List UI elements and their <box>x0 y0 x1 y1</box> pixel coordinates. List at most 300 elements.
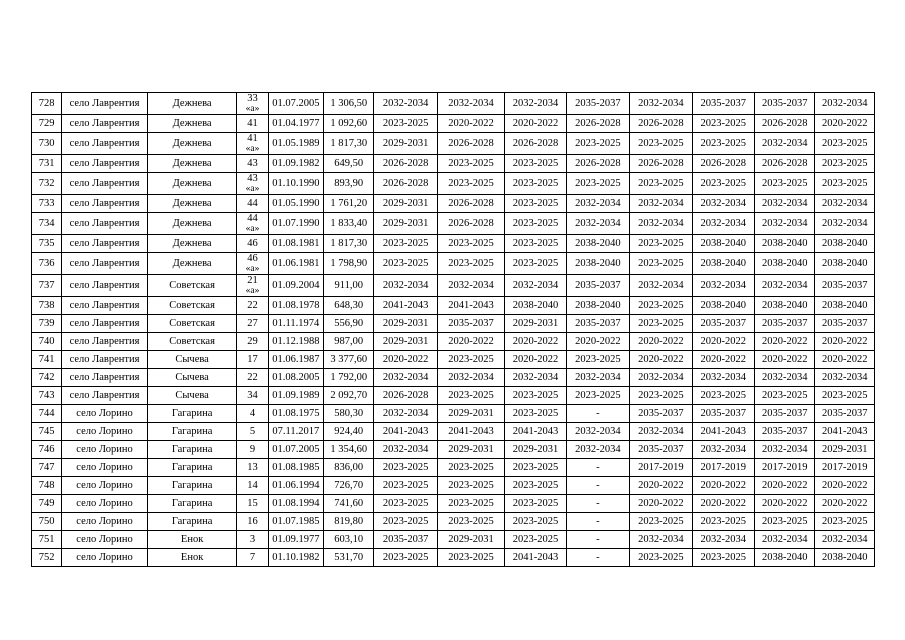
planned-period-cell: 2035-2037 <box>755 423 815 441</box>
settlement-cell: село Лаврентия <box>62 133 148 155</box>
planned-period-cell: - <box>566 405 629 423</box>
table-row <box>32 275 875 297</box>
planned-period-cell: 2023-2025 <box>755 387 815 405</box>
planned-period-cell: 2020-2022 <box>692 477 754 495</box>
planned-period-cell: 2023-2025 <box>692 133 754 155</box>
table-row <box>32 133 875 155</box>
street-cell: Советская <box>147 297 237 315</box>
planned-period-cell: 2020-2022 <box>505 115 566 133</box>
area-cell: 911,00 <box>324 275 374 297</box>
settlement-cell: село Лорино <box>62 531 148 549</box>
area-cell: 987,00 <box>324 333 374 351</box>
planned-period-cell: 2041-2043 <box>505 549 566 567</box>
planned-period-cell: 2038-2040 <box>692 235 754 253</box>
street-cell: Сычева <box>147 387 237 405</box>
planned-period-cell: - <box>566 459 629 477</box>
row-number: 750 <box>32 513 62 531</box>
house-number: 17 <box>247 353 258 365</box>
commission-date-cell: 01.05.1989 <box>268 133 323 155</box>
row-number: 731 <box>32 155 62 173</box>
settlement-cell: село Лаврентия <box>62 275 148 297</box>
house-cell <box>237 297 268 315</box>
planned-period-cell: 2032-2034 <box>630 195 692 213</box>
planned-period-cell: 2023-2025 <box>437 173 504 195</box>
area-cell: 836,00 <box>324 459 374 477</box>
house-cell <box>237 235 268 253</box>
planned-period-cell: 2035-2037 <box>437 315 504 333</box>
row-number: 730 <box>32 133 62 155</box>
planned-period-cell: 2017-2019 <box>630 459 692 477</box>
settlement-cell: село Лаврентия <box>62 315 148 333</box>
planned-period-cell: 2020-2022 <box>505 333 566 351</box>
street-cell: Дежнева <box>147 133 237 155</box>
planned-period-cell: 2038-2040 <box>692 297 754 315</box>
planned-period-cell: 2023-2025 <box>815 173 875 195</box>
row-number: 736 <box>32 253 62 275</box>
planned-period-cell: 2035-2037 <box>566 315 629 333</box>
house-number: 44 <box>247 212 258 224</box>
planned-period-cell: 2026-2028 <box>505 133 566 155</box>
planned-period-cell: 2023-2025 <box>630 133 692 155</box>
planned-period-cell: 2032-2034 <box>755 195 815 213</box>
row-number: 741 <box>32 351 62 369</box>
planned-period-cell: 2032-2034 <box>755 275 815 297</box>
area-cell: 1 354,60 <box>324 441 374 459</box>
planned-period-cell: 2020-2022 <box>566 333 629 351</box>
house-letter: «а» <box>245 263 260 274</box>
planned-period-cell: 2020-2022 <box>692 333 754 351</box>
repair-schedule-table <box>31 92 875 567</box>
house-number: 3 <box>249 533 256 545</box>
planned-period-cell: - <box>566 513 629 531</box>
house-cell <box>237 93 268 115</box>
area-cell: 1 833,40 <box>324 213 374 235</box>
planned-period-cell: 2020-2022 <box>374 351 437 369</box>
house-cell <box>237 387 268 405</box>
planned-period-cell: 2023-2025 <box>692 387 754 405</box>
planned-period-cell: 2020-2022 <box>815 333 875 351</box>
planned-period-cell: 2023-2025 <box>374 477 437 495</box>
row-number: 752 <box>32 549 62 567</box>
house-cell <box>237 513 268 531</box>
planned-period-cell: 2038-2040 <box>566 253 629 275</box>
planned-period-cell: 2035-2037 <box>566 93 629 115</box>
planned-period-cell: 2032-2034 <box>505 275 566 297</box>
planned-period-cell: 2023-2025 <box>437 549 504 567</box>
planned-period-cell: 2032-2034 <box>692 195 754 213</box>
planned-period-cell: 2032-2034 <box>374 93 437 115</box>
house-number: 41 <box>247 132 258 144</box>
planned-period-cell: 2032-2034 <box>755 531 815 549</box>
commission-date-cell: 01.06.1981 <box>268 253 323 275</box>
planned-period-cell: 2032-2034 <box>755 441 815 459</box>
settlement-cell: село Лаврентия <box>62 333 148 351</box>
planned-period-cell: 2023-2025 <box>505 195 566 213</box>
planned-period-cell: 2026-2028 <box>374 155 437 173</box>
planned-period-cell: 2026-2028 <box>437 213 504 235</box>
area-cell: 531,70 <box>324 549 374 567</box>
planned-period-cell: 2023-2025 <box>505 459 566 477</box>
settlement-cell: село Лаврентия <box>62 195 148 213</box>
settlement-cell: село Лаврентия <box>62 115 148 133</box>
planned-period-cell: 2032-2034 <box>692 275 754 297</box>
planned-period-cell: 2035-2037 <box>566 275 629 297</box>
planned-period-cell: 2032-2034 <box>505 93 566 115</box>
planned-period-cell: 2029-2031 <box>374 333 437 351</box>
house-letter: «а» <box>245 223 260 234</box>
planned-period-cell: 2038-2040 <box>815 297 875 315</box>
house-cell <box>237 531 268 549</box>
area-cell: 741,60 <box>324 495 374 513</box>
street-cell: Гагарина <box>147 477 237 495</box>
planned-period-cell: 2032-2034 <box>755 369 815 387</box>
house-number: 22 <box>247 371 258 383</box>
planned-period-cell: 2023-2025 <box>815 133 875 155</box>
house-number: 5 <box>249 425 256 437</box>
planned-period-cell: 2023-2025 <box>505 173 566 195</box>
planned-period-cell: 2020-2022 <box>755 477 815 495</box>
street-cell: Дежнева <box>147 173 237 195</box>
planned-period-cell: 2032-2034 <box>815 213 875 235</box>
house-number: 15 <box>247 497 258 509</box>
house-number: 7 <box>249 551 256 563</box>
planned-period-cell: 2023-2025 <box>815 513 875 531</box>
settlement-cell: село Лаврентия <box>62 93 148 115</box>
planned-period-cell: 2032-2034 <box>692 441 754 459</box>
house-number: 16 <box>247 515 258 527</box>
table-row <box>32 195 875 213</box>
commission-date-cell: 01.09.1989 <box>268 387 323 405</box>
house-cell <box>237 405 268 423</box>
table-row <box>32 213 875 235</box>
area-cell: 603,10 <box>324 531 374 549</box>
street-cell: Сычева <box>147 369 237 387</box>
commission-date-cell: 01.06.1987 <box>268 351 323 369</box>
planned-period-cell: 2023-2025 <box>630 297 692 315</box>
house-cell <box>237 369 268 387</box>
settlement-cell: село Лорино <box>62 495 148 513</box>
table-row <box>32 351 875 369</box>
settlement-cell: село Лорино <box>62 405 148 423</box>
row-number: 732 <box>32 173 62 195</box>
commission-date-cell: 01.07.2005 <box>268 93 323 115</box>
planned-period-cell: 2032-2034 <box>692 369 754 387</box>
planned-period-cell: 2032-2034 <box>630 369 692 387</box>
house-cell <box>237 459 268 477</box>
row-number: 746 <box>32 441 62 459</box>
planned-period-cell: 2023-2025 <box>692 549 754 567</box>
row-number: 745 <box>32 423 62 441</box>
planned-period-cell: 2023-2025 <box>566 351 629 369</box>
planned-period-cell: - <box>566 495 629 513</box>
commission-date-cell: 01.08.2005 <box>268 369 323 387</box>
planned-period-cell: 2023-2025 <box>692 513 754 531</box>
planned-period-cell: 2035-2037 <box>755 315 815 333</box>
planned-period-cell: 2023-2025 <box>755 173 815 195</box>
planned-period-cell: - <box>566 477 629 495</box>
planned-period-cell: 2038-2040 <box>505 297 566 315</box>
house-cell <box>237 195 268 213</box>
planned-period-cell: 2041-2043 <box>505 423 566 441</box>
planned-period-cell: 2023-2025 <box>374 235 437 253</box>
planned-period-cell: 2032-2034 <box>374 369 437 387</box>
planned-period-cell: 2032-2034 <box>566 441 629 459</box>
planned-period-cell: 2032-2034 <box>692 213 754 235</box>
planned-period-cell: 2023-2025 <box>755 513 815 531</box>
street-cell: Гагарина <box>147 513 237 531</box>
planned-period-cell: 2023-2025 <box>630 315 692 333</box>
house-cell <box>237 333 268 351</box>
street-cell: Советская <box>147 333 237 351</box>
planned-period-cell: 2023-2025 <box>437 459 504 477</box>
planned-period-cell: 2038-2040 <box>755 297 815 315</box>
house-cell <box>237 477 268 495</box>
row-number: 744 <box>32 405 62 423</box>
planned-period-cell: 2023-2025 <box>437 253 504 275</box>
planned-period-cell: 2026-2028 <box>437 195 504 213</box>
row-number: 728 <box>32 93 62 115</box>
street-cell: Дежнева <box>147 195 237 213</box>
area-cell: 3 377,60 <box>324 351 374 369</box>
planned-period-cell: 2017-2019 <box>692 459 754 477</box>
commission-date-cell: 01.12.1988 <box>268 333 323 351</box>
table-body <box>32 93 875 567</box>
planned-period-cell: 2035-2037 <box>692 405 754 423</box>
planned-period-cell: 2020-2022 <box>505 351 566 369</box>
planned-period-cell: 2020-2022 <box>755 495 815 513</box>
planned-period-cell: 2023-2025 <box>630 549 692 567</box>
planned-period-cell: 2023-2025 <box>374 495 437 513</box>
planned-period-cell: 2035-2037 <box>630 441 692 459</box>
area-cell: 726,70 <box>324 477 374 495</box>
area-cell: 1 092,60 <box>324 115 374 133</box>
planned-period-cell: 2026-2028 <box>692 155 754 173</box>
house-cell <box>237 495 268 513</box>
house-number: 14 <box>247 479 258 491</box>
planned-period-cell: 2023-2025 <box>437 351 504 369</box>
planned-period-cell: 2032-2034 <box>755 213 815 235</box>
settlement-cell: село Лаврентия <box>62 213 148 235</box>
row-number: 742 <box>32 369 62 387</box>
planned-period-cell: 2038-2040 <box>566 235 629 253</box>
row-number: 751 <box>32 531 62 549</box>
area-cell: 649,50 <box>324 155 374 173</box>
house-number: 43 <box>247 172 258 184</box>
row-number: 737 <box>32 275 62 297</box>
settlement-cell: село Лорино <box>62 423 148 441</box>
planned-period-cell: 2041-2043 <box>374 423 437 441</box>
planned-period-cell: 2029-2031 <box>437 531 504 549</box>
house-cell <box>237 441 268 459</box>
planned-period-cell: 2032-2034 <box>815 531 875 549</box>
house-number: 29 <box>247 335 258 347</box>
table-row <box>32 155 875 173</box>
table-row <box>32 387 875 405</box>
house-number: 41 <box>247 117 258 129</box>
planned-period-cell: 2032-2034 <box>566 423 629 441</box>
house-number: 9 <box>249 443 256 455</box>
settlement-cell: село Лаврентия <box>62 253 148 275</box>
planned-period-cell: 2032-2034 <box>755 133 815 155</box>
street-cell: Дежнева <box>147 93 237 115</box>
planned-period-cell: 2023-2025 <box>566 133 629 155</box>
planned-period-cell: 2023-2025 <box>566 387 629 405</box>
planned-period-cell: 2023-2025 <box>437 495 504 513</box>
table-row <box>32 513 875 531</box>
planned-period-cell: 2038-2040 <box>566 297 629 315</box>
settlement-cell: село Лаврентия <box>62 387 148 405</box>
table-row <box>32 549 875 567</box>
planned-period-cell: 2038-2040 <box>815 549 875 567</box>
planned-period-cell: 2023-2025 <box>566 173 629 195</box>
planned-period-cell: 2023-2025 <box>437 155 504 173</box>
planned-period-cell: 2023-2025 <box>505 531 566 549</box>
planned-period-cell: 2023-2025 <box>630 235 692 253</box>
planned-period-cell: 2026-2028 <box>566 115 629 133</box>
table-row <box>32 495 875 513</box>
house-cell <box>237 173 268 195</box>
house-cell <box>237 213 268 235</box>
planned-period-cell: - <box>566 549 629 567</box>
planned-period-cell: 2041-2043 <box>437 423 504 441</box>
planned-period-cell: 2032-2034 <box>630 213 692 235</box>
planned-period-cell: 2023-2025 <box>374 549 437 567</box>
planned-period-cell: 2017-2019 <box>755 459 815 477</box>
settlement-cell: село Лаврентия <box>62 173 148 195</box>
planned-period-cell: 2038-2040 <box>755 235 815 253</box>
planned-period-cell: 2032-2034 <box>692 531 754 549</box>
commission-date-cell: 01.09.1977 <box>268 531 323 549</box>
street-cell: Гагарина <box>147 441 237 459</box>
planned-period-cell: 2023-2025 <box>692 173 754 195</box>
street-cell: Дежнева <box>147 155 237 173</box>
planned-period-cell: 2032-2034 <box>630 275 692 297</box>
commission-date-cell: 01.11.1974 <box>268 315 323 333</box>
planned-period-cell: 2032-2034 <box>630 93 692 115</box>
street-cell: Гагарина <box>147 459 237 477</box>
planned-period-cell: 2029-2031 <box>374 195 437 213</box>
planned-period-cell: 2038-2040 <box>755 549 815 567</box>
planned-period-cell: 2032-2034 <box>437 93 504 115</box>
planned-period-cell: 2020-2022 <box>692 351 754 369</box>
planned-period-cell: 2026-2028 <box>755 115 815 133</box>
area-cell: 819,80 <box>324 513 374 531</box>
planned-period-cell: 2017-2019 <box>815 459 875 477</box>
commission-date-cell: 01.09.2004 <box>268 275 323 297</box>
house-number: 46 <box>247 237 258 249</box>
street-cell: Советская <box>147 315 237 333</box>
planned-period-cell: 2041-2043 <box>815 423 875 441</box>
house-number: 44 <box>247 197 258 209</box>
house-number: 33 <box>247 92 258 104</box>
row-number: 738 <box>32 297 62 315</box>
settlement-cell: село Лорино <box>62 441 148 459</box>
table-row <box>32 93 875 115</box>
commission-date-cell: 01.08.1981 <box>268 235 323 253</box>
commission-date-cell: 01.08.1978 <box>268 297 323 315</box>
house-cell <box>237 115 268 133</box>
planned-period-cell: 2035-2037 <box>692 315 754 333</box>
street-cell: Енок <box>147 549 237 567</box>
planned-period-cell: 2023-2025 <box>437 477 504 495</box>
table-row <box>32 173 875 195</box>
house-number: 21 <box>247 274 258 286</box>
house-letter: «а» <box>245 285 260 296</box>
house-cell <box>237 155 268 173</box>
street-cell: Гагарина <box>147 495 237 513</box>
planned-period-cell: 2035-2037 <box>692 93 754 115</box>
planned-period-cell: 2020-2022 <box>815 495 875 513</box>
planned-period-cell: 2026-2028 <box>630 115 692 133</box>
planned-period-cell: 2023-2025 <box>505 235 566 253</box>
planned-period-cell: 2032-2034 <box>566 195 629 213</box>
planned-period-cell: 2020-2022 <box>692 495 754 513</box>
area-cell: 1 306,50 <box>324 93 374 115</box>
planned-period-cell: 2020-2022 <box>437 115 504 133</box>
commission-date-cell: 01.08.1975 <box>268 405 323 423</box>
commission-date-cell: 01.10.1990 <box>268 173 323 195</box>
planned-period-cell: 2023-2025 <box>692 115 754 133</box>
planned-period-cell: 2032-2034 <box>815 195 875 213</box>
row-number: 734 <box>32 213 62 235</box>
table-row <box>32 115 875 133</box>
house-cell <box>237 275 268 297</box>
row-number: 729 <box>32 115 62 133</box>
planned-period-cell: - <box>566 531 629 549</box>
commission-date-cell: 07.11.2017 <box>268 423 323 441</box>
planned-period-cell: 2026-2028 <box>755 155 815 173</box>
planned-period-cell: 2020-2022 <box>815 115 875 133</box>
planned-period-cell: 2038-2040 <box>755 253 815 275</box>
commission-date-cell: 01.06.1994 <box>268 477 323 495</box>
commission-date-cell: 01.05.1990 <box>268 195 323 213</box>
area-cell: 556,90 <box>324 315 374 333</box>
settlement-cell: село Лаврентия <box>62 369 148 387</box>
table-row <box>32 253 875 275</box>
planned-period-cell: 2020-2022 <box>815 351 875 369</box>
planned-period-cell: 2035-2037 <box>755 405 815 423</box>
planned-period-cell: 2023-2025 <box>437 513 504 531</box>
commission-date-cell: 01.07.1985 <box>268 513 323 531</box>
planned-period-cell: 2035-2037 <box>815 275 875 297</box>
planned-period-cell: 2023-2025 <box>630 173 692 195</box>
commission-date-cell: 01.08.1994 <box>268 495 323 513</box>
planned-period-cell: 2026-2028 <box>374 387 437 405</box>
planned-period-cell: 2038-2040 <box>815 235 875 253</box>
settlement-cell: село Лорино <box>62 513 148 531</box>
planned-period-cell: 2023-2025 <box>630 253 692 275</box>
planned-period-cell: 2023-2025 <box>437 387 504 405</box>
settlement-cell: село Лаврентия <box>62 155 148 173</box>
planned-period-cell: 2029-2031 <box>505 315 566 333</box>
table-row <box>32 423 875 441</box>
house-cell <box>237 423 268 441</box>
planned-period-cell: 2035-2037 <box>815 315 875 333</box>
planned-period-cell: 2020-2022 <box>815 477 875 495</box>
planned-period-cell: 2029-2031 <box>437 441 504 459</box>
house-letter: «а» <box>245 103 260 114</box>
planned-period-cell: 2023-2025 <box>505 253 566 275</box>
street-cell: Дежнева <box>147 115 237 133</box>
settlement-cell: село Лорино <box>62 477 148 495</box>
planned-period-cell: 2026-2028 <box>630 155 692 173</box>
planned-period-cell: 2032-2034 <box>630 423 692 441</box>
row-number: 735 <box>32 235 62 253</box>
settlement-cell: село Лорино <box>62 549 148 567</box>
commission-date-cell: 01.07.2005 <box>268 441 323 459</box>
planned-period-cell: 2023-2025 <box>505 477 566 495</box>
planned-period-cell: 2020-2022 <box>755 351 815 369</box>
